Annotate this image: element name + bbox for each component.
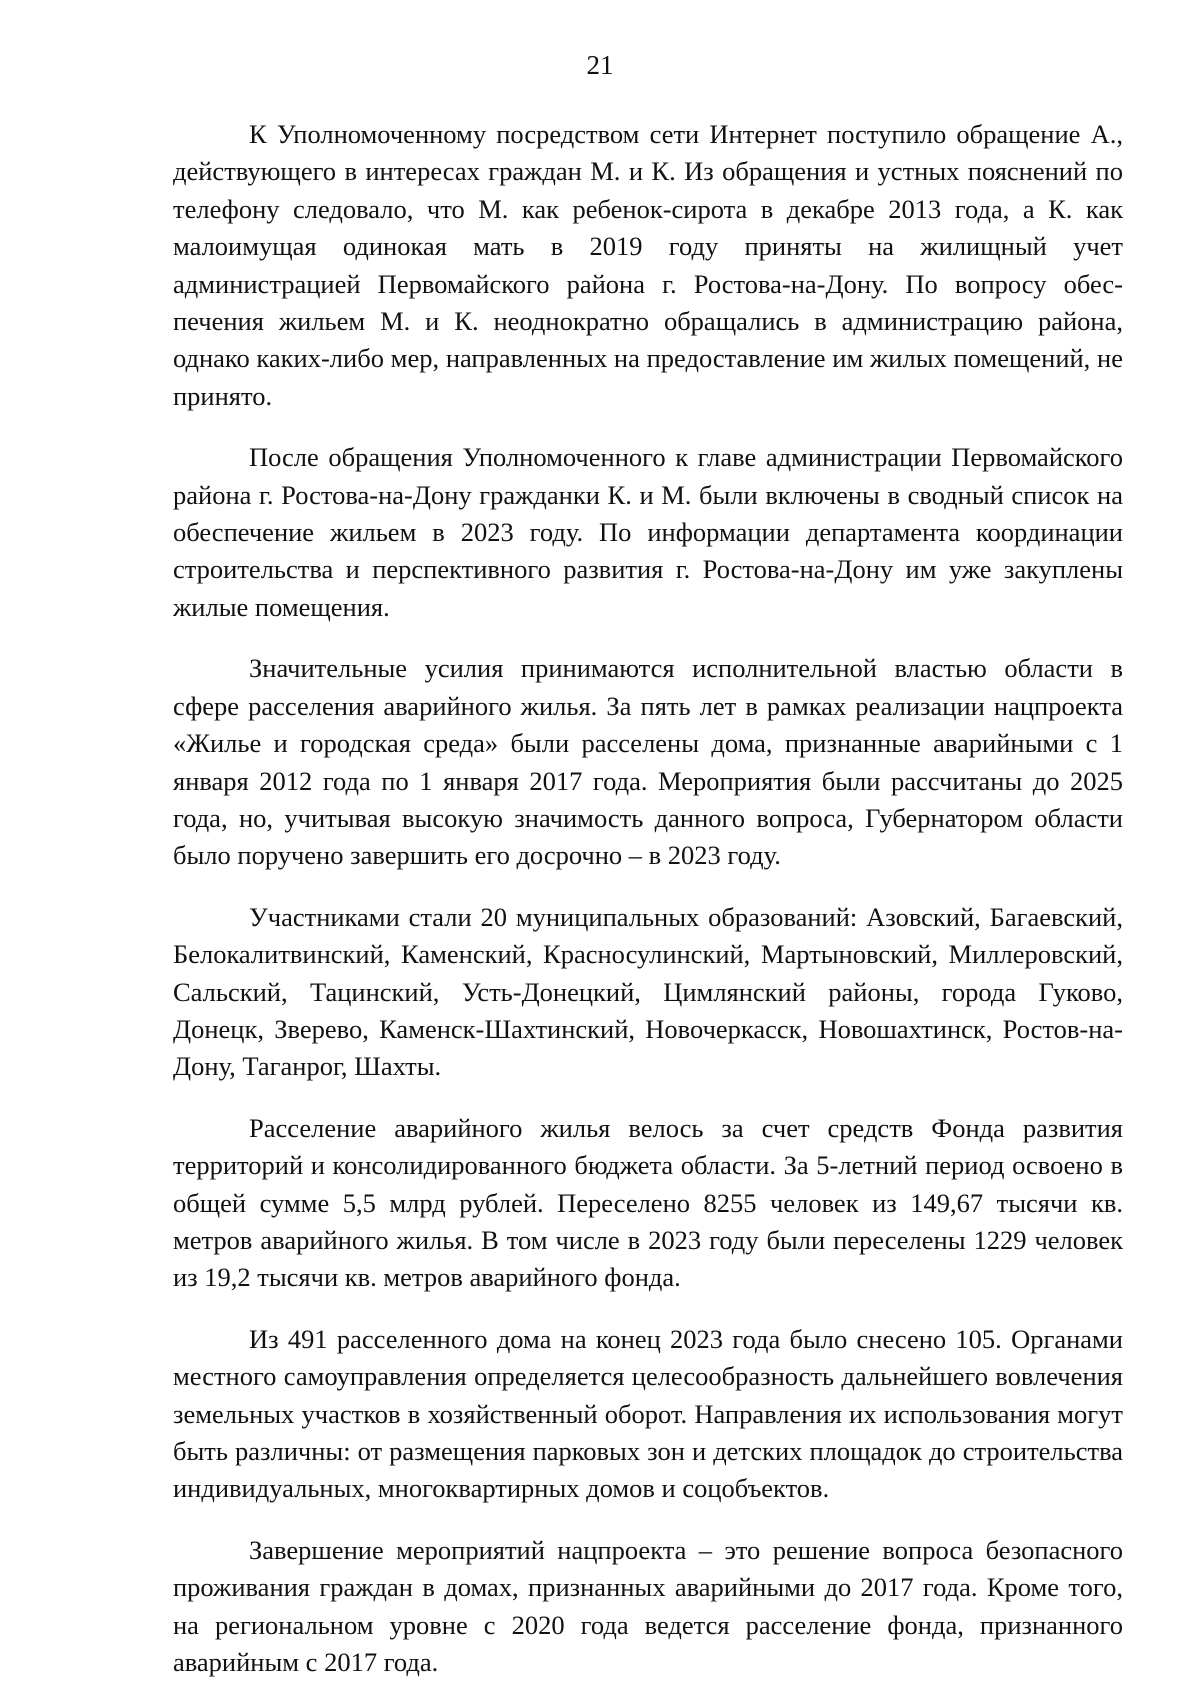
- paragraph-5: Расселение аварийного жилья велось за счет средств Фонда развития территорий и консолидированного бюджета области. За 5-летний период освоено в общей сумме 5,5 млрд рублей. Переселено 8255 человек из 149,67 тысячи кв. метров аварийного жилья. В том числе в 2023 году были переселены 1229 человек из 19,2 тысячи кв. метров аварийного фонда.: [173, 1112, 1123, 1293]
- paragraph-6: Из 491 расселенного дома на конец 2023 года было снесено 105. Органами местного самоуправления определяется целесообразность дальнейшего вовлечения земельных участков в хозяйственный оборот. Направления их использования могут быть различны: от размещения парковых зон и детских площадок до строительства индивидуальных, многоквартирных домов и соцобъектов.: [173, 1323, 1123, 1504]
- paragraph-1: К Уполномоченному посредством сети Интернет поступило обращение А., действующего в интересах граждан М. и К. Из обращения и устных пояснений по телефону следовало, что М. как ребенок-сирота в декабре 2013 года, а К. как малоимущая одинокая мать в 2019 году приняты на жилищный учет администрацией Первомайского района г. Ростова-на-Дону. По вопросу обеспечения жильем М. и К. неоднократно обращались в администрацию района, однако каких-либо мер, направленных на предоставление им жилых помещений, не принято.: [173, 119, 1123, 411]
- page-number: 21: [586, 50, 614, 80]
- paragraph-3: Значительные усилия принимаются исполнительной властью области в сфере расселения аварийного жилья. За пять лет в рамках реализации нацпроекта «Жилье и городская среда» были расселены дома, признанные аварийными с 1 января 2012 года по 1 января 2017 года. Мероприятия были рассчитаны до 2025 года, но, учитывая высокую значимость данного вопроса, Губернатором области было поручено завершить его досрочно – в 2023 году.: [173, 653, 1123, 871]
- paragraph-7: Завершение мероприятий нацпроекта – это решение вопроса безопасного проживания граждан в домах, признанных аварийными до 2017 года. Кроме того, на региональном уровне с 2020 года ведется расселение фонда, признанного аварийным с 2017 года.: [173, 1534, 1123, 1678]
- document-body: [173, 116, 1123, 1705]
- paragraph-2: После обращения Уполномоченного к главе администрации Первомайского района г. Ростова-на-Дону гражданки К. и М. были включены в сводный список на обеспечение жильем в 2023 году. По информации департамента координации строительства и перспективного развития г. Ростова-на-Дону им уже закуплены жилые помещения.: [173, 442, 1123, 622]
- paragraph-4: Участниками стали 20 муниципальных образований: Азовский, Багаевский, Белокалитвинский, Каменский, Красносулинский, Мартыновский, Миллеровский, Сальский, Тацинский, Усть-Донецкий, Цимлянский районы, города Гуково, Донецк, Зверево, Каменск-Шахтинский, Новочеркасск, Новошахтинск, Ростов-на-Дону, Таганрог, Шахты.: [173, 901, 1123, 1082]
